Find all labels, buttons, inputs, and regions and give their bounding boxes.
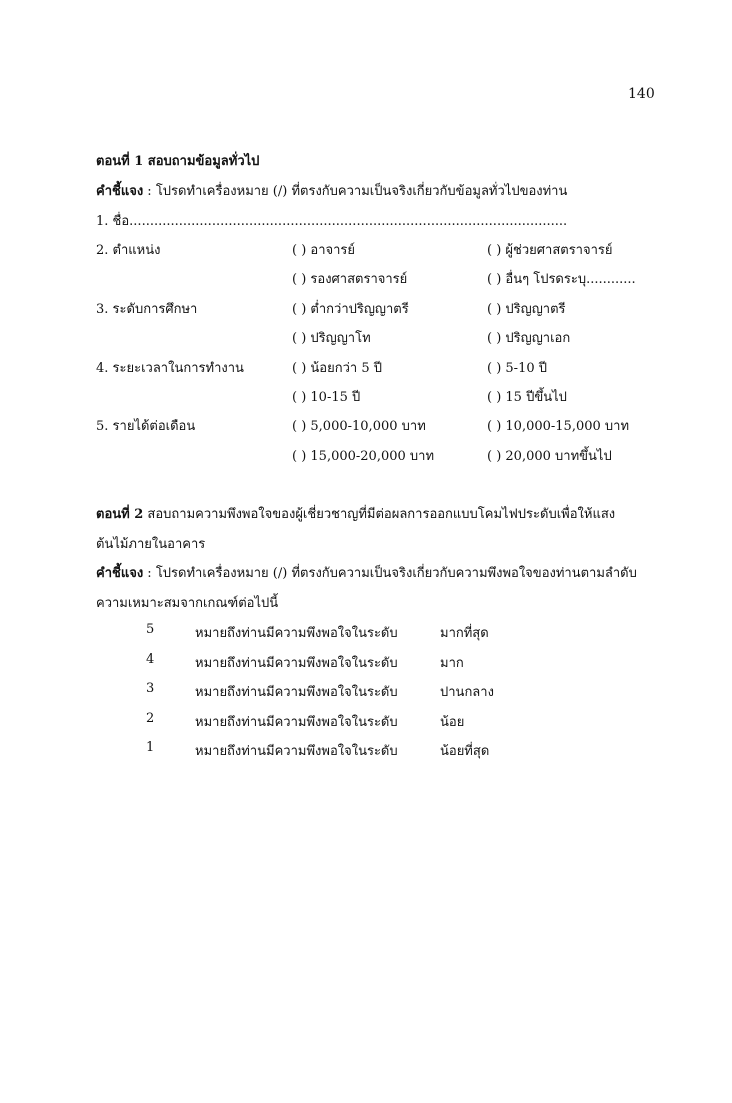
option-10-15-years: ( ) 10-15 ปี bbox=[292, 390, 361, 405]
part1-instruction-text: : โปรดทำเครื่องหมาย (/) ที่ตรงกับความเป็นจริงเกี่ยวกับข้อมูลทั่วไปของท่าน bbox=[143, 184, 568, 199]
scale-number: 1 bbox=[146, 740, 155, 755]
option-master: ( ) ปริญญาโท bbox=[292, 331, 371, 346]
scale-description: หมายถึงท่านมีความพึงพอใจในระดับ bbox=[195, 626, 398, 641]
part1-instruction-label: คำชี้แจง bbox=[96, 184, 144, 199]
scale-level: มาก bbox=[440, 656, 464, 671]
option-bachelor: ( ) ปริญญาตรี bbox=[487, 302, 566, 317]
row-label-education: 3. ระดับการศึกษา bbox=[96, 302, 198, 317]
name-field-line: 1. ชื่อ.......................................................................................................... bbox=[96, 214, 568, 229]
scale-description: หมายถึงท่านมีความพึงพอใจในระดับ bbox=[195, 715, 398, 730]
part2-title-label: ตอนที่ 2 bbox=[96, 507, 144, 522]
part1-instruction bbox=[96, 180, 567, 201]
option-income-20000-plus: ( ) 20,000 บาทขึ้นไป bbox=[487, 449, 612, 464]
option-below-bachelor: ( ) ต่ำกว่าปริญญาตรี bbox=[292, 302, 409, 317]
option-income-10000-15000: ( ) 10,000-15,000 บาท bbox=[487, 419, 630, 434]
option-assistant-professor: ( ) ผู้ช่วยศาสตราจารย์ bbox=[487, 243, 613, 258]
part2-instruction bbox=[96, 562, 637, 583]
part2-instruction-text: : โปรดทำเครื่องหมาย (/) ที่ตรงกับความเป็นจริงเกี่ยวกับความพึงพอใจของท่านตามลำดับ bbox=[143, 566, 637, 581]
scale-number: 5 bbox=[146, 622, 155, 637]
scale-description: หมายถึงท่านมีความพึงพอใจในระดับ bbox=[195, 656, 398, 671]
part2-title-text: สอบถามความพึงพอใจของผู้เชี่ยวชาญที่มีต่อผลการออกแบบโคมไฟประดับเพื่อให้แสง bbox=[143, 507, 616, 522]
option-income-5000-10000: ( ) 5,000-10,000 บาท bbox=[292, 419, 426, 434]
scale-number: 3 bbox=[146, 681, 155, 696]
part1-title: ตอนที่ 1 สอบถามข้อมูลทั่วไป bbox=[96, 154, 260, 169]
option-doctorate: ( ) ปริญญาเอก bbox=[487, 331, 571, 346]
option-15-plus-years: ( ) 15 ปีขึ้นไป bbox=[487, 390, 567, 405]
scale-description: หมายถึงท่านมีความพึงพอใจในระดับ bbox=[195, 744, 398, 759]
option-income-15000-20000: ( ) 15,000-20,000 บาท bbox=[292, 449, 435, 464]
part2-title bbox=[96, 503, 615, 524]
part2-instruction-line2: ความเหมาะสมจากเกณฑ์ต่อไปนี้ bbox=[96, 596, 279, 611]
page-number: 140 bbox=[628, 86, 655, 102]
scale-number: 4 bbox=[146, 652, 155, 667]
row-label-income: 5. รายได้ต่อเดือน bbox=[96, 419, 196, 434]
scale-level: น้อยที่สุด bbox=[440, 744, 490, 759]
part2-title-line2: ต้นไม้ภายในอาคาร bbox=[96, 537, 206, 552]
option-less-5-years: ( ) น้อยกว่า 5 ปี bbox=[292, 361, 382, 376]
option-5-10-years: ( ) 5-10 ปี bbox=[487, 361, 547, 376]
part2-instruction-label: คำชี้แจง bbox=[96, 566, 144, 581]
scale-level: น้อย bbox=[440, 715, 465, 730]
scale-number: 2 bbox=[146, 711, 155, 726]
scale-description: หมายถึงท่านมีความพึงพอใจในระดับ bbox=[195, 685, 398, 700]
row-label-position: 2. ตำแหน่ง bbox=[96, 243, 161, 258]
row-label-work-duration: 4. ระยะเวลาในการทำงาน bbox=[96, 361, 244, 376]
option-associate-professor: ( ) รองศาสตราจารย์ bbox=[292, 272, 408, 287]
scale-level: มากที่สุด bbox=[440, 626, 489, 641]
option-lecturer: ( ) อาจารย์ bbox=[292, 243, 356, 258]
scale-level: ปานกลาง bbox=[440, 685, 494, 700]
option-other-specify: ( ) อื่นๆ โปรดระบุ............ bbox=[487, 272, 636, 287]
